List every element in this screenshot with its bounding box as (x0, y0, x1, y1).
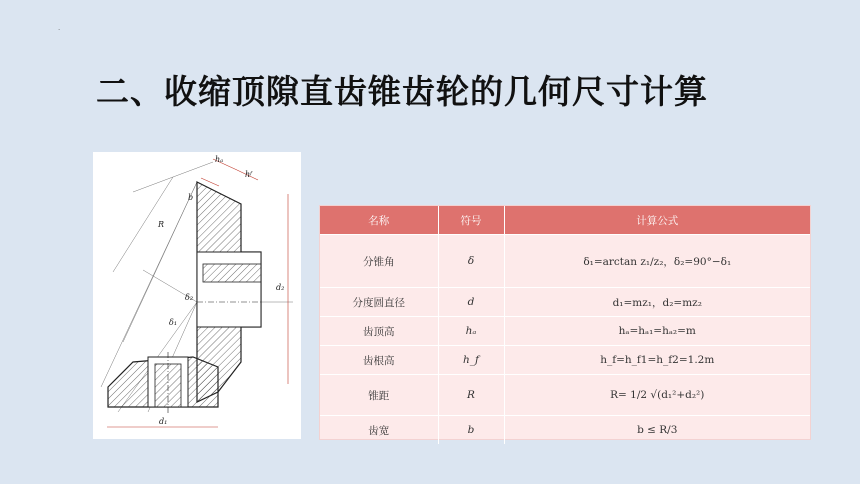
label-hf: hᶠ (245, 170, 253, 179)
cell-formula: b ≤ R/3 (504, 416, 810, 445)
table-row (320, 346, 810, 375)
table-row (320, 375, 810, 416)
label-delta1: δ₁ (169, 318, 178, 327)
cell-name: 齿顶高 (320, 317, 438, 346)
cell-formula: d₁=mz₁，d₂=mz₂ (504, 288, 810, 317)
header-formula: 计算公式 (504, 206, 810, 235)
label-b: b (188, 193, 194, 202)
cell-symbol: hₐ (438, 317, 504, 346)
bevel-gear-diagram (93, 152, 301, 439)
cell-symbol: b (438, 416, 504, 445)
cell-symbol: R (438, 375, 504, 416)
cell-name: 分度圆直径 (320, 288, 438, 317)
cell-name: 分锥角 (320, 235, 438, 288)
header-name: 名称 (320, 206, 438, 235)
cell-formula: R= 1/2 √(d₁²+d₂²) (504, 375, 810, 416)
table-row (320, 235, 810, 288)
label-d2: d₂ (276, 283, 285, 292)
cell-symbol: d (438, 288, 504, 317)
cell-formula: δ₁=arctan z₁/z₂，δ₂=90°−δ₁ (504, 235, 810, 288)
corner-mark: . (58, 24, 61, 32)
table-row (320, 416, 810, 445)
cell-name: 齿宽 (320, 416, 438, 445)
cell-symbol: h_f (438, 346, 504, 375)
cell-formula: h_f=h_f1=h_f2=1.2m (504, 346, 810, 375)
cell-name: 锥距 (320, 375, 438, 416)
label-d1: d₁ (159, 417, 168, 426)
label-R: R (158, 220, 165, 229)
label-ha: hₐ (215, 155, 224, 164)
bevel-gear-drawing (93, 152, 301, 439)
cell-symbol: δ (438, 235, 504, 288)
label-delta2: δ₂ (185, 293, 194, 302)
table-row (320, 317, 810, 346)
cell-name: 齿根高 (320, 346, 438, 375)
header-symbol: 符号 (438, 206, 504, 235)
table-row (320, 288, 810, 317)
slide-title: 二、收缩顶隙直齿锥齿轮的几何尺寸计算 (96, 72, 708, 111)
cell-formula: hₐ=hₐ₁=hₐ₂=m (504, 317, 810, 346)
formula-table (320, 206, 810, 439)
